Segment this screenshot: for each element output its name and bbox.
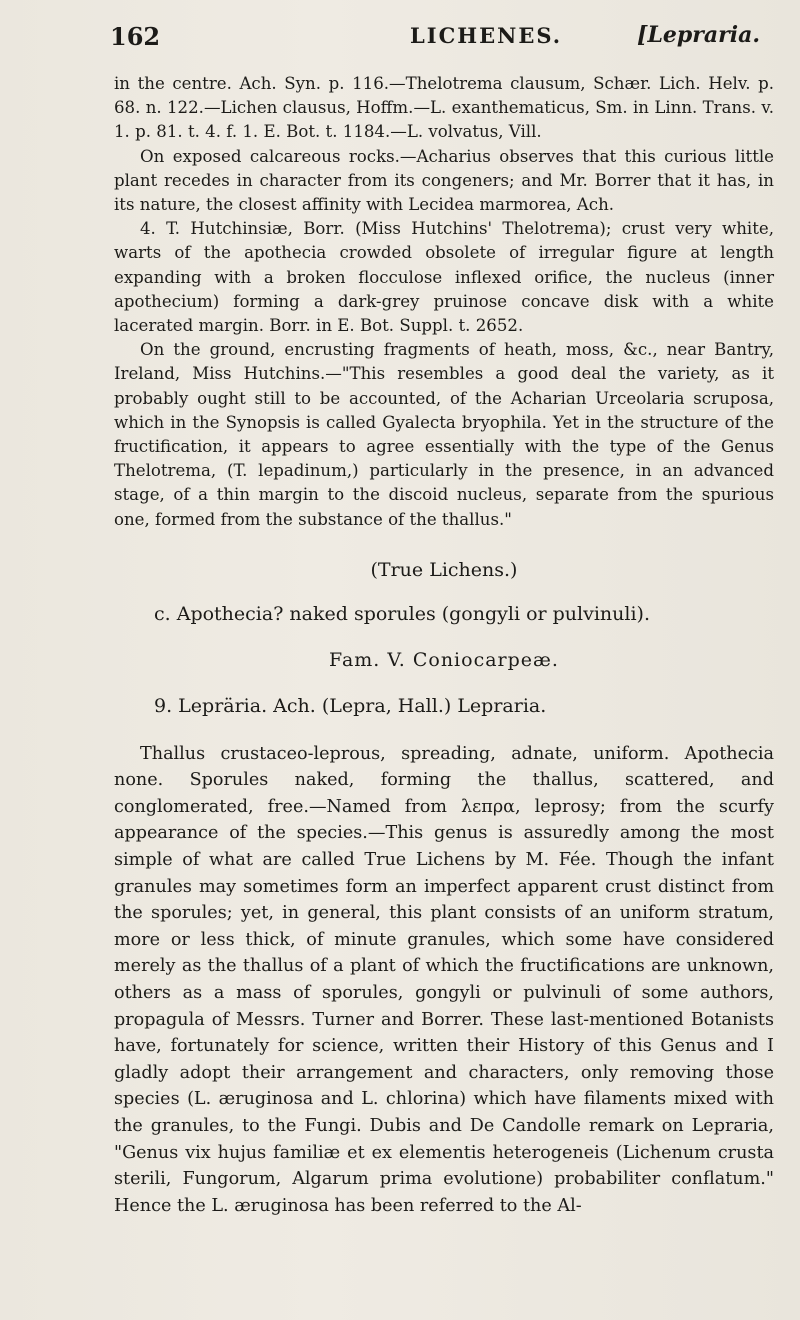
running-genus: [Lepraria. [637,22,760,48]
page-header [110,22,760,56]
family-heading: Fam. V. Coniocarpeæ. [329,649,559,672]
page-body [114,72,774,1219]
paragraph-habitat: On exposed calcareous rocks.—Acharius observes that this curious little plant recedes in character from its congeners; and Mr. Borrer that it has, in its nature, the closest affinity with Lecidea marmorea, Ach. [114,146,774,215]
running-title: LICHENES. [410,23,563,48]
section-heading: (True Lichens.) [370,558,518,581]
subsection-heading: c. Apothecia? naked sporules (gongyli or pulvinuli). [154,603,651,626]
genus-heading: 9. Lepräria. Ach. (Lepra, Hall.) Lepraria. [154,695,547,718]
genus-description: Thallus crustaceo-leprous, spreading, adnate, uniform. Apothecia none. Sporules naked, forming the thallus, scattered, and conglomerated, free.—Named from λεπρα, leprosy; from the scurfy appearance of the species.—This genus is assuredly among the most simple of what are called True Lichens by M. Fée. Though the infant granules may sometimes form an imperfect apparent crust distinct from the sporules; yet, in general, this plant consists of an uniform stratum, more or less thick, of minute granules, which some have considered merely as the thallus of a plant of which the fructifications are unknown, others as a mass of sporules, gongyli or pulvinuli of some authors, propagula of Messrs. Turner and Borrer. These last-mentioned Botanists have, fortunately for science, written their History of this Genus and I gladly adopt their arrangement and characters, only removing those species (L. æruginosa and L. chlorina) which have filaments mixed with the granules, to the Fungi. Dubis and De Candolle remark on Lepraria, "Genus vix hujus familiæ et ex elementis heterogeneis (Lichenum crusta sterili, Fungorum, Algarum prima evolutione) probabiliter conflatum." Hence the L. æruginosa has been referred to the Al- [114,743,774,1216]
page-number: 162 [110,22,161,51]
paragraph-species-4-notes: On the ground, encrusting fragments of heath, moss, &c., near Bantry, Ireland, Miss Hutchins.—"This resembles a good deal the variety, as it probably ought still to be accounted, of the Acharian Urceolaria scruposa, which in the Synopsis is called Gyalecta bryophila. Yet in the structure of the fructification, it appears to agree essentially with the type of the Genus Thelotrema, (T. lepadinum,) particularly in the presence, in an advanced stage, of a thin margin to the discoid nucleus, separate from the spurious one, formed from the substance of the thallus." [114,340,774,529]
paragraph-species-4: 4. T. Hutchinsiæ, Borr. (Miss Hutchins' Thelotrema); crust very white, warts of the apothecia crowded obsolete of irregular figure at length expanding with a broken flocculose inflexed orifice, the nucleus (inner apothecium) forming a dark-grey pruinose concave disk with a white lacerated margin. Borr. in E. Bot. Suppl. t. 2652. [114,219,774,336]
paragraph-synonyms: in the centre. Ach. Syn. p. 116.—Thelotrema clausum, Schær. Lich. Helv. p. 68. n. 122.—Lichen clausus, Hoffm.—L. exanthematicus, Sm. in Linn. Trans. v. 1. p. 81. t. 4. f. 1. E. Bot. t. 1184.—L. volvatus, Vill. [114,74,774,142]
